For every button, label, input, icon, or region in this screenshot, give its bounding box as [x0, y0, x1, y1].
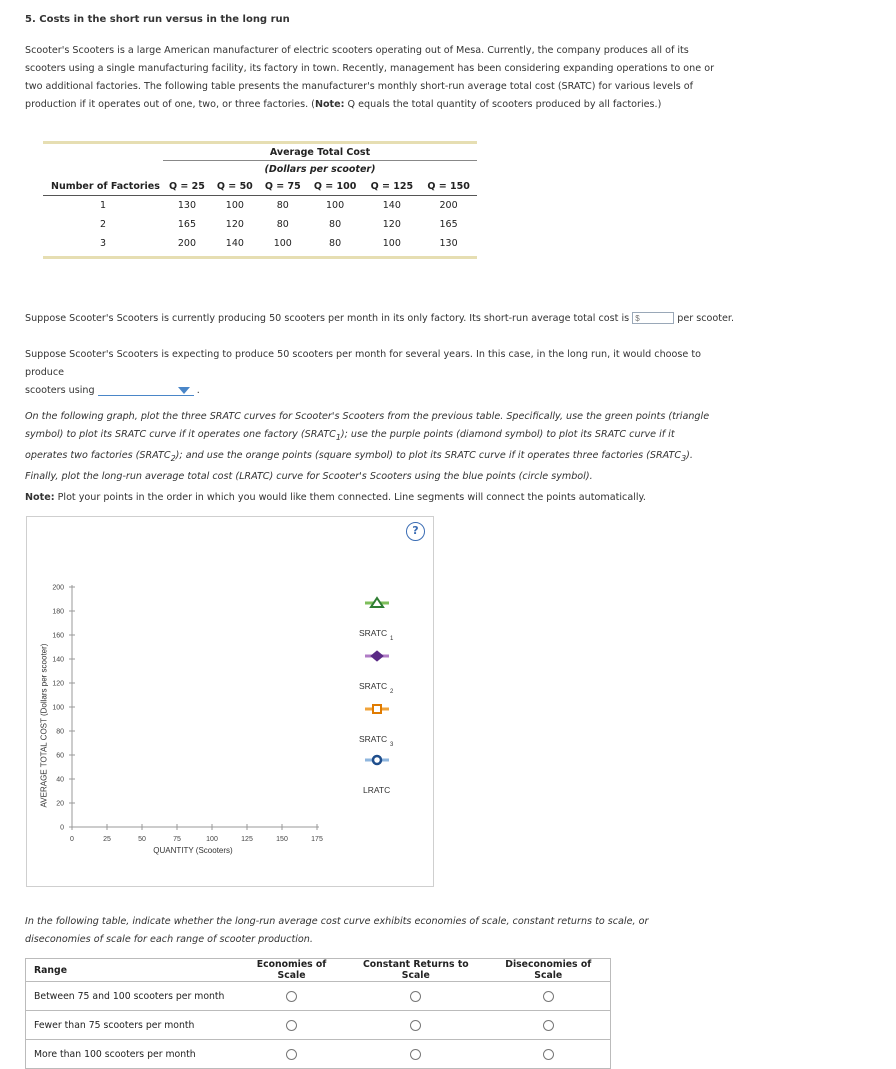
- graph-instr-text: On the following graph, plot the three SRATC curves for Scooter's Scooters from the previous table. Specifically, use the green points (triangle symbol) to plot its SRATC curve if it operates one factory (SRATC: [25, 411, 710, 440]
- radio-diseconomies[interactable]: [543, 991, 554, 1002]
- atc-row: [43, 215, 477, 234]
- atc-cell: 165: [439, 219, 458, 230]
- x-tick-label: 175: [311, 836, 323, 843]
- x-tick-label: 100: [206, 836, 218, 843]
- intro-text-1: Scooter's Scooters is a large American manufacturer of electric scooters operating out of Mesa. Currently, the company produces all of its scooters using a single manufacturing facility, its factory in town. Recently, management has been considering expanding operations to one or two additional factories. The following table presents the manufacturer's monthly short-run average total cost (SRATC) for various levels of production if it operates out of one, two, or three factories. (: [25, 45, 715, 110]
- atc-cell: 100: [225, 200, 244, 211]
- q2-text-line1: Suppose Scooter's Scooters is expecting to produce 50 scooters per month for several years. In this case, in the long run, it would choose to produce: [25, 349, 701, 378]
- atc-cell: 80: [329, 238, 342, 249]
- graph-note-label: Note:: [25, 492, 55, 503]
- atc-cell: 100: [273, 238, 292, 249]
- y-tick-label: 180: [52, 608, 64, 616]
- y-tick-label: 120: [52, 680, 64, 688]
- legend-square-icon: [373, 705, 381, 713]
- y-tick-label: 80: [56, 728, 64, 736]
- x-tick-label: 50: [138, 836, 146, 843]
- q2-sentence: [25, 346, 725, 400]
- radio-diseconomies[interactable]: [543, 1020, 554, 1031]
- y-tick-label: 40: [56, 776, 64, 784]
- scale-header-range: Range: [26, 959, 239, 982]
- legend-label-sub: 3: [390, 742, 394, 748]
- atc-row: [43, 196, 477, 216]
- scale-header-economies: Economies of Scale: [238, 959, 345, 982]
- graph-instr-sub: 1: [335, 432, 341, 442]
- legend-triangle-icon: [371, 598, 383, 607]
- atc-cell: 165: [177, 219, 197, 230]
- radio-economies[interactable]: [286, 1049, 297, 1060]
- radio-diseconomies[interactable]: [543, 1049, 554, 1060]
- atc-table: [43, 144, 477, 253]
- q1-cost-input[interactable]: [632, 312, 674, 324]
- scale-header-diseconomies: Diseconomies of Scale: [487, 959, 611, 982]
- atc-table-container: [43, 141, 477, 259]
- y-tick-label: 0: [60, 824, 64, 832]
- intro-text-2: Q equals the total quantity of scooters produced by all factories.): [344, 99, 662, 110]
- atc-cell: 200: [177, 238, 197, 249]
- atc-bottom-rule: [43, 256, 477, 259]
- legend-triangle-tool[interactable]: [365, 598, 389, 607]
- atc-cell: 130: [439, 238, 458, 249]
- atc-group-header: Average Total Cost: [163, 144, 477, 161]
- y-tick-label: 100: [52, 704, 64, 712]
- y-tick-label: 140: [52, 656, 64, 664]
- legend-label: SRATC: [359, 681, 388, 691]
- radio-constant[interactable]: [410, 1049, 421, 1060]
- legend-circle-tool[interactable]: [365, 756, 389, 764]
- scale-row: [26, 1011, 611, 1040]
- intro-note-label: Note:: [314, 99, 345, 110]
- atc-cell: 80: [276, 200, 289, 211]
- scale-header-constant: Constant Returns to Scale: [345, 959, 486, 982]
- graph-note: [25, 489, 715, 507]
- atc-cell: 100: [382, 238, 401, 249]
- graph-canvas[interactable]: [27, 517, 433, 886]
- radio-constant[interactable]: [410, 1020, 421, 1031]
- scale-row: [26, 1040, 611, 1069]
- scale-row: [26, 982, 611, 1011]
- scale-range-label: More than 100 scooters per month: [26, 1040, 239, 1069]
- atc-factories: 3: [99, 238, 107, 249]
- help-icon[interactable]: ?: [406, 522, 425, 541]
- atc-col-header: Q = 150: [420, 177, 477, 196]
- atc-cell: 130: [177, 200, 197, 211]
- atc-factories: 1: [99, 200, 107, 211]
- atc-cell: 120: [225, 219, 244, 230]
- legend-circle-icon: [373, 756, 381, 764]
- atc-cell: 140: [225, 238, 244, 249]
- graph-note-text: Plot your points in the order in which you would like them connected. Line segments will connect the points automatically.: [54, 492, 646, 503]
- atc-cell: 80: [329, 219, 342, 230]
- q1-text-after: per scooter.: [677, 313, 735, 324]
- atc-cell: 120: [382, 219, 401, 230]
- scale-table: [25, 958, 611, 1069]
- atc-cell: 80: [276, 219, 289, 230]
- legend-label-sub: 1: [390, 636, 394, 642]
- y-tick-label: 60: [56, 752, 64, 760]
- atc-cell: 200: [439, 200, 458, 211]
- atc-row: [43, 234, 477, 253]
- y-tick-label: 160: [52, 632, 64, 640]
- atc-cell: 140: [382, 200, 401, 211]
- scale-range-label: Fewer than 75 scooters per month: [26, 1011, 239, 1040]
- x-tick-label: 25: [103, 836, 111, 843]
- graph-panel[interactable]: [26, 516, 434, 887]
- x-axis-label: QUANTITY (Scooters): [153, 846, 233, 855]
- radio-constant[interactable]: [410, 991, 421, 1002]
- y-tick-label: 200: [52, 584, 64, 592]
- atc-row-header: Number of Factories: [43, 177, 163, 196]
- legend-square-tool[interactable]: [365, 705, 389, 713]
- atc-col-header: Q = 25: [163, 177, 211, 196]
- atc-group-subheader: (Dollars per scooter): [264, 163, 376, 175]
- atc-factories: 2: [99, 219, 107, 230]
- q2-factory-dropdown[interactable]: [98, 384, 194, 396]
- legend-diamond-icon: [371, 651, 383, 661]
- atc-col-header: Q = 75: [259, 177, 307, 196]
- y-axis-label: AVERAGE TOTAL COST (Dollars per scooter): [39, 643, 49, 808]
- atc-col-header: Q = 50: [211, 177, 259, 196]
- atc-cell: 100: [326, 200, 345, 211]
- graph-instr-sub: 3: [681, 453, 687, 463]
- q1-sentence: [25, 310, 785, 328]
- q1-text-before: Suppose Scooter's Scooters is currently producing 50 scooters per month in its only factory. Its short-run average total cost is: [25, 313, 630, 324]
- legend-diamond-tool[interactable]: [365, 651, 389, 661]
- graph-instr-sub: 2: [170, 453, 176, 463]
- graph-instr-text: ); and use the orange points (square symbol) to plot its SRATC curve if it operates three factories (SRATC: [175, 449, 682, 461]
- legend-label: LRATC: [363, 785, 391, 795]
- legend-label: SRATC: [359, 628, 388, 638]
- question-title: 5. Costs in the short run versus in the long run: [25, 14, 290, 25]
- legend-label-sub: 2: [390, 689, 394, 695]
- chevron-down-icon: [178, 387, 190, 394]
- scale-question-text: In the following table, indicate whether the long-run average cost curve exhibits economies of scale, constant returns to scale, or diseconomies of scale for each range of scooter production.: [25, 916, 649, 945]
- q2-text-line2: scooters using: [25, 385, 95, 396]
- x-tick-label: 0: [70, 836, 74, 843]
- x-tick-label: 125: [241, 836, 253, 843]
- graph-instr-text: ); use the purple points (diamond symbol) to plot its SRATC curve if it operates two factories (SRATC: [25, 429, 675, 461]
- y-tick-label: 20: [56, 800, 64, 808]
- scale-range-label: Between 75 and 100 scooters per month: [26, 982, 239, 1011]
- legend-label: SRATC: [359, 734, 388, 744]
- intro-paragraph: [25, 42, 715, 114]
- graph-instr-text: ). Finally, plot the long-run average total cost (LRATC) curve for Scooter's Scooters using the blue points (circle symbol).: [25, 449, 693, 482]
- atc-col-header: Q = 100: [307, 177, 364, 196]
- q2-text-period: .: [196, 385, 200, 396]
- x-tick-label: 75: [173, 836, 181, 843]
- atc-col-header: Q = 125: [363, 177, 420, 196]
- graph-instructions: [25, 408, 715, 486]
- radio-economies[interactable]: [286, 1020, 297, 1031]
- radio-economies[interactable]: [286, 991, 297, 1002]
- x-tick-label: 150: [276, 836, 288, 843]
